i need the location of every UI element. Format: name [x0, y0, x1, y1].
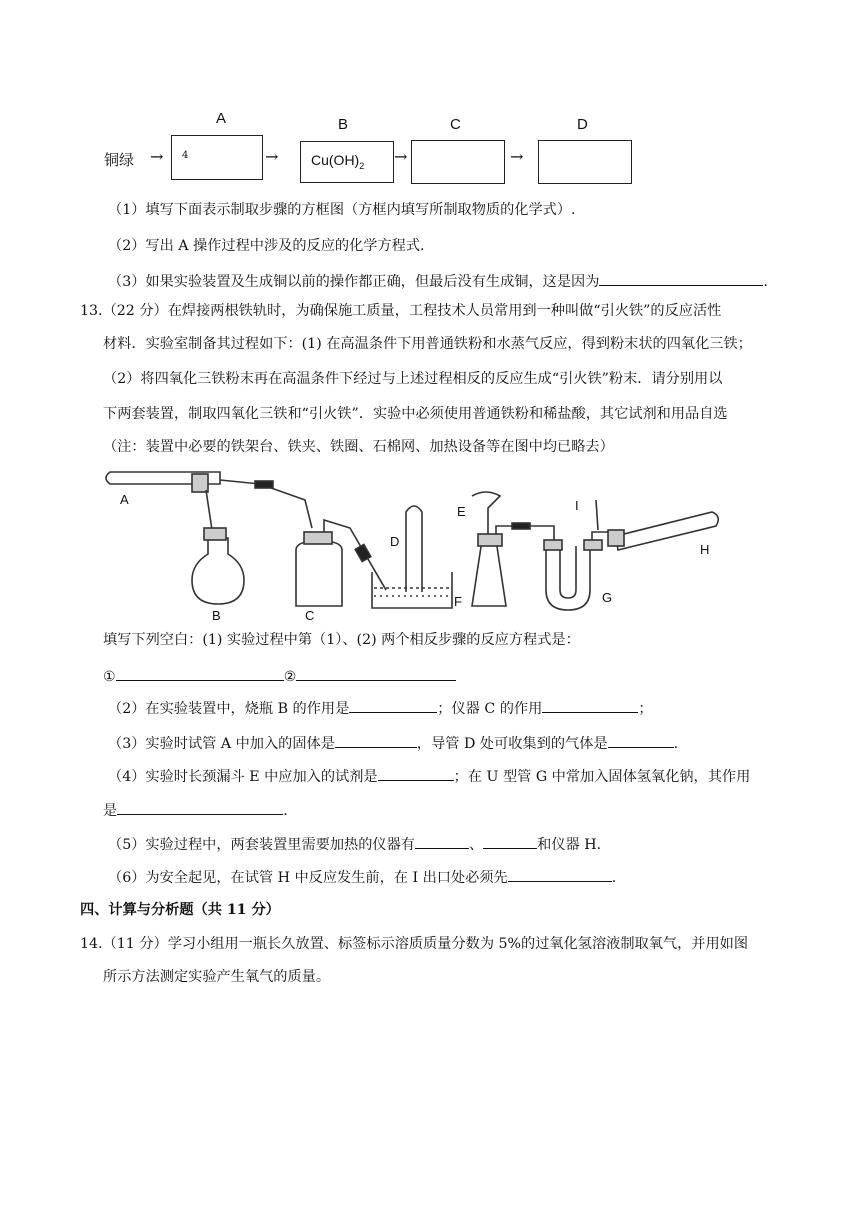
q13-sub2: [108, 697, 653, 719]
q13-sub4-cont: [103, 799, 288, 821]
q13-sub2-text-a: （2）在实验装置中，烧瓶 B 的作用是: [108, 701, 350, 717]
flow-box-d: [538, 140, 632, 184]
q13-sub4-text-d: .: [283, 803, 288, 819]
label-c: C: [305, 608, 315, 623]
q13-sub5-text-a: （5）实验过程中，两套装置里需要加热的仪器有: [108, 837, 415, 853]
q13-sub3-text-a: （3）实验时试管 A 中加入的固体是: [108, 736, 335, 752]
flow-box-a: [171, 135, 263, 180]
q13-blank-eq2: [296, 665, 456, 681]
q13-blank-6: [508, 866, 612, 882]
q13-sub4-text-a: （4）实验时长颈漏斗 E 中应加入的试剂是: [108, 769, 378, 785]
q12-part3-text: （3）如果实验装置及生成铜以前的操作都正确，但最后没有生成铜，这是因为: [108, 274, 600, 290]
q14-line-1: 14.（11 分）学习小组用一瓶长久放置、标签标示溶质质量分数为 5%的过氧化氢溶液制取氧气，并用如图: [80, 936, 749, 952]
q13-blank-5b: [483, 833, 537, 849]
q13-sub6-text-a: （6）为安全起见，在试管 H 中反应发生前，在 I 出口处必须先: [108, 870, 508, 886]
q12-part3-end: .: [763, 274, 768, 290]
trough-f: [372, 572, 452, 608]
q13-blank-3a: [335, 732, 417, 748]
q13-sub2-text-b: ；仪器 C 的作用: [437, 701, 543, 717]
q14-line-2: 所示方法测定实验产生氧气的质量。: [103, 969, 331, 985]
q13-blank-4b: [117, 799, 283, 815]
flow-label-b: B: [338, 116, 349, 133]
apparatus-diagram: [100, 460, 740, 625]
u-tube-g: [546, 546, 590, 610]
outlet-i: [596, 500, 598, 530]
label-e: E: [457, 504, 466, 519]
label-g: G: [602, 590, 613, 605]
label-f: F: [454, 594, 462, 609]
q13-blank-2a: [349, 697, 437, 713]
q12-part3: [108, 270, 768, 292]
flow-arrow-2: →: [265, 147, 279, 166]
q13-sub5: [108, 833, 601, 855]
q12-part1: （1）填写下面表示制取步骤的方框图（方框内填写所制取物质的化学式）.: [108, 202, 576, 218]
stopper-c: [304, 532, 332, 544]
label-a: A: [120, 492, 129, 507]
tube-c-to-trough: [324, 520, 386, 590]
tube-a-to-b: [206, 490, 212, 530]
flow-arrow-1: →: [150, 147, 164, 166]
label-h: H: [700, 542, 710, 557]
q13-fill-intro: 填写下列空白：(1) 实验过程中第（1）、(2) 两个相反步骤的反应方程式是：: [103, 632, 580, 648]
rubber-joint-1: [255, 481, 273, 488]
q13-blank-3b: [608, 732, 674, 748]
bottle-c: [296, 542, 342, 606]
label-b: B: [212, 608, 221, 623]
stopper-a: [192, 474, 208, 492]
label-d: D: [390, 534, 400, 549]
stopper-e: [478, 534, 502, 546]
flow-label-c: C: [450, 116, 461, 133]
flow-arrow-3: →: [394, 147, 408, 166]
q13-sub4-text-b: ；在 U 型管 G 中常加入固体氢氧化钠，其作用: [453, 769, 751, 785]
q13-sub3: [108, 732, 678, 754]
q13-line-5: （注：装置中必要的铁架台、铁夹、铁圈、石棉网、加热设备等在图中均已略去）: [103, 439, 614, 455]
circled-two: ②: [283, 669, 297, 685]
rubber-joint-3: [512, 523, 530, 529]
flow-box-c: [411, 140, 505, 184]
stopper-b: [204, 528, 226, 540]
q13-line-3: （2）将四氧化三铁粉末再在高温条件下经过与上述过程相反的反应生成“引火铁”粉末．请分别用以: [103, 371, 723, 387]
q12-blank-3: [599, 270, 763, 286]
q13-sub6-text-b: .: [611, 870, 617, 886]
flow-box-b: [300, 141, 394, 183]
q13-sub3-text-c: .: [673, 736, 679, 752]
q13-sub5-text-b: 、: [468, 837, 484, 853]
q13-sub2-text-c: ；: [638, 701, 653, 717]
circled-one: ①: [103, 669, 116, 685]
q12-part2: （2）写出 A 操作过程中涉及的反应的化学方程式.: [108, 238, 425, 254]
q13-sub4-text-c: 是: [103, 803, 118, 819]
q13-sub6: [108, 866, 616, 888]
q13-line-4: 下两套装置，制取四氧化三铁和“引火铁”．实验中必须使用普通铁粉和稀盐酸，其它试剂和用品自选: [103, 406, 728, 422]
stopper-g-left: [544, 540, 562, 550]
flow-box-b-subscript: 2: [359, 160, 365, 171]
flow-box-b-text: [311, 152, 364, 171]
flow-arrow-4: →: [510, 147, 524, 166]
flow-box-b-formula: Cu(OH): [311, 152, 360, 168]
flask-b: [192, 538, 244, 604]
label-i: I: [575, 498, 579, 513]
flow-start-text: 铜绿: [104, 151, 135, 169]
q13-sub3-text-b: ，导管 D 处可收集到的气体是: [416, 736, 608, 752]
stopper-h: [608, 530, 624, 546]
q13-sub4: [108, 765, 750, 787]
q13-blank-4a: [378, 765, 454, 781]
q13-line-1: 13.（22 分）在焊接两根铁轨时，为确保施工质量，工程技术人员常用到一种叫做“引火铁”的反应活性: [80, 303, 722, 319]
q13-answer-line-1: [103, 665, 456, 687]
flow-label-d: D: [577, 116, 588, 133]
q13-line-2: 材料．实验室制备其过程如下：(1) 在高温条件下用普通铁粉和水蒸气反应，得到粉末状的四氧化三铁；: [103, 336, 752, 352]
flow-box-a-text: 4: [182, 150, 189, 161]
q13-blank-2b: [542, 697, 638, 713]
q13-blank-5a: [415, 833, 469, 849]
q13-sub5-text-c: 和仪器 H.: [537, 837, 602, 853]
q13-blank-eq1: [116, 665, 284, 681]
flow-label-a: A: [216, 110, 227, 127]
collection-tube-d: [406, 506, 422, 592]
conical-flask: [472, 540, 506, 606]
section-4-heading: 四、计算与分析题（共 11 分）: [80, 902, 280, 918]
stopper-g-right: [584, 540, 602, 550]
